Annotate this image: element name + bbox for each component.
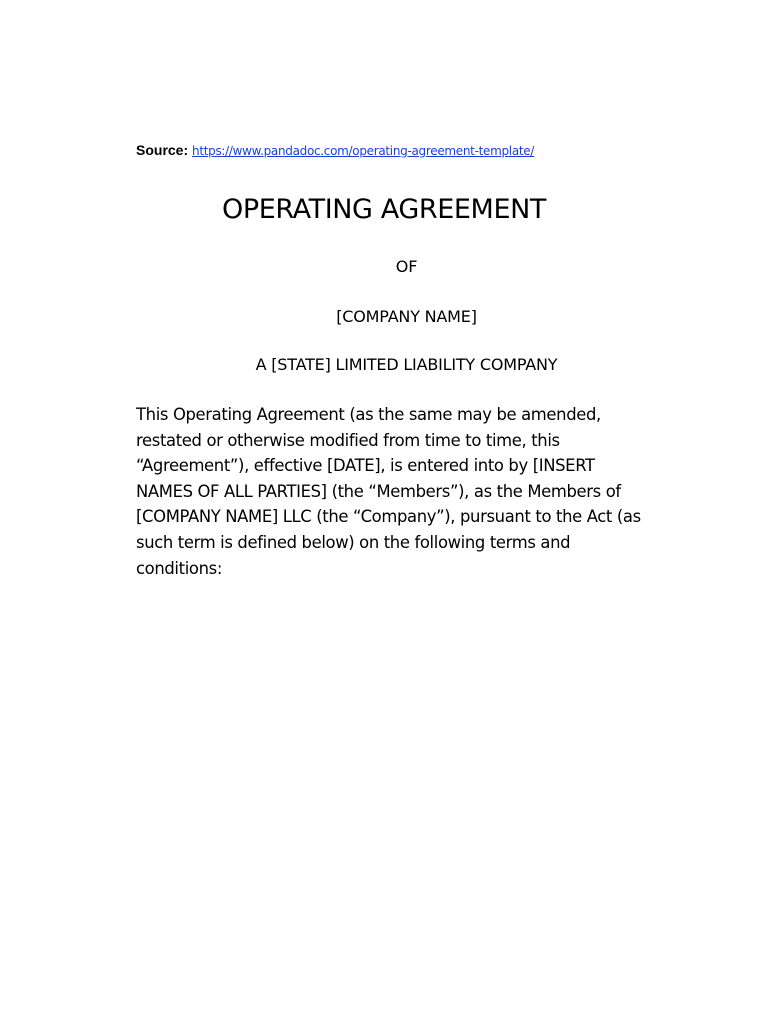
paragraph-line: restated or otherwise modified from time to time, this — [136, 430, 560, 450]
paragraph-line: [COMPANY NAME] LLC (the “Company”), pursuant to the Act (as — [136, 507, 641, 527]
source-line — [136, 141, 534, 160]
paragraph-line: conditions: — [136, 558, 222, 578]
source-label: Source: — [136, 142, 189, 158]
paragraph-line: NAMES OF ALL PARTIES] (the “Members”), as the Members of — [136, 481, 621, 501]
paragraph-line: “Agreement”), effective [DATE], is entered into by [INSERT — [136, 456, 595, 476]
source-link[interactable]: https://www.pandadoc.com/operating-agreement-template/ — [192, 144, 535, 158]
state-llc-line: A [STATE] LIMITED LIABILITY COMPANY — [255, 355, 558, 374]
agreement-paragraph — [136, 402, 696, 581]
company-name-line: [COMPANY NAME] — [336, 307, 477, 326]
paragraph-line: This Operating Agreement (as the same may be amended, — [136, 405, 601, 424]
of-line: OF — [395, 257, 418, 276]
document-title: OPERATING AGREEMENT — [221, 194, 547, 225]
paragraph-line: such term is defined below) on the following terms and — [136, 532, 571, 552]
